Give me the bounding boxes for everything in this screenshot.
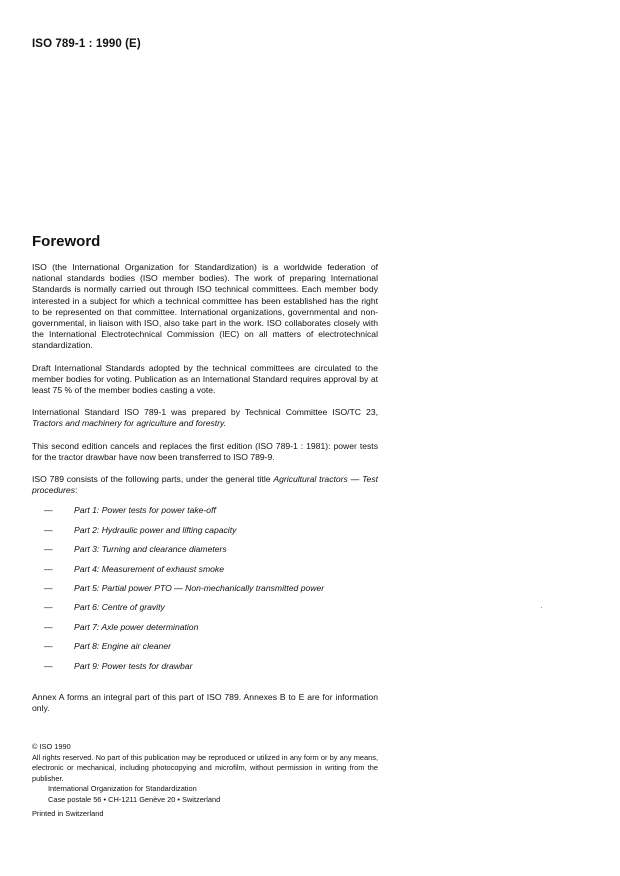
copyright-block (32, 742, 378, 819)
copyright-notice: © ISO 1990 (32, 742, 71, 751)
list-dash: — (44, 641, 53, 652)
list-dash: — (44, 544, 53, 555)
list-item (32, 544, 378, 563)
committee-title: Tractors and machinery for agriculture and forestry. (32, 418, 227, 429)
parts-intro-colon: : (75, 485, 78, 496)
parts-intro-text: ISO 789 consists of the following parts, under the general title (32, 474, 271, 485)
list-dash: — (44, 583, 53, 594)
part-title: Part 3: Turning and clearance diameters (74, 544, 227, 555)
page-title: Foreword (32, 233, 101, 250)
part-title: Part 8: Engine air cleaner (74, 641, 171, 652)
list-dash: — (44, 660, 53, 671)
list-dash: — (44, 621, 53, 632)
paragraph-parts-intro (32, 474, 378, 496)
list-dash: — (44, 563, 53, 574)
paragraph-prepared-by (32, 407, 378, 429)
part-title: Part 2: Hydraulic power and lifting capacity (74, 524, 237, 535)
part-title: Part 5: Partial power PTO — Non-mechanically transmitted power (74, 583, 325, 594)
organization-address: Case postale 56 • CH-1211 Genève 20 • Switzerland (48, 794, 221, 804)
organization-name: International Organization for Standardization (48, 784, 197, 794)
list-dash: — (44, 524, 53, 535)
prepared-by-text: International Standard ISO 789-1 was prepared by Technical Committee ISO/TC 23, (32, 407, 378, 418)
foreword-body (32, 262, 378, 725)
list-item (32, 505, 378, 524)
part-title: Part 9: Power tests for drawbar (74, 660, 193, 671)
list-item (32, 564, 378, 583)
list-item (32, 661, 378, 680)
paragraph-iso-intro: ISO (the International Organization for Standardization) is a worldwide federation of national standards bodies (ISO member bodies). The work of preparing International Standards is normally carried out through ISO technical committees. Each member body interested in a subject for which a technical committee has been established has the right to be represented on that committee. International organizations, governmental and non-governmental, in liaison with ISO, also take part in the work. ISO collaborates closely with the International Electrotechnical Commission (IEC) on all matters of electrotechnical standardization. (32, 262, 378, 351)
printed-in: Printed in Switzerland (32, 808, 104, 818)
part-title: Part 7: Axle power determination (74, 621, 199, 632)
rights-statement: All rights reserved. No part of this publication may be reproduced or utilized in any form or by any means, electronic or mechanical, including photocopying and microfilm, without permission in writing from the publisher. (32, 752, 378, 783)
list-item (32, 602, 378, 621)
part-title: Part 6: Centre of gravity (74, 602, 165, 613)
document-reference: ISO 789-1 : 1990 (E) (32, 38, 141, 50)
list-dash: — (44, 505, 53, 516)
paragraph-edition: This second edition cancels and replaces the first edition (ISO 789-1 : 1981): power tests for the tractor drawbar have now been transferred to ISO 789-9. (32, 440, 378, 462)
part-title: Part 4: Measurement of exhaust smoke (74, 563, 224, 574)
part-title: Part 1: Power tests for power take-off (74, 505, 216, 516)
list-item (32, 583, 378, 602)
paragraph-draft-standards: Draft International Standards adopted by the technical committees are circulated to the member bodies for voting. Publication as an International Standard requires approval by at least 75 % of the member bodies casting a vote. (32, 362, 378, 396)
list-item (32, 641, 378, 660)
parts-list (32, 505, 378, 680)
scan-speck (541, 607, 542, 608)
list-dash: — (44, 602, 53, 613)
list-item (32, 525, 378, 544)
list-item (32, 622, 378, 641)
general-title: Agricultural tractors — Test procedures (32, 474, 379, 496)
paragraph-annexes: Annex A forms an integral part of this part of ISO 789. Annexes B to E are for information only. (32, 691, 378, 714)
